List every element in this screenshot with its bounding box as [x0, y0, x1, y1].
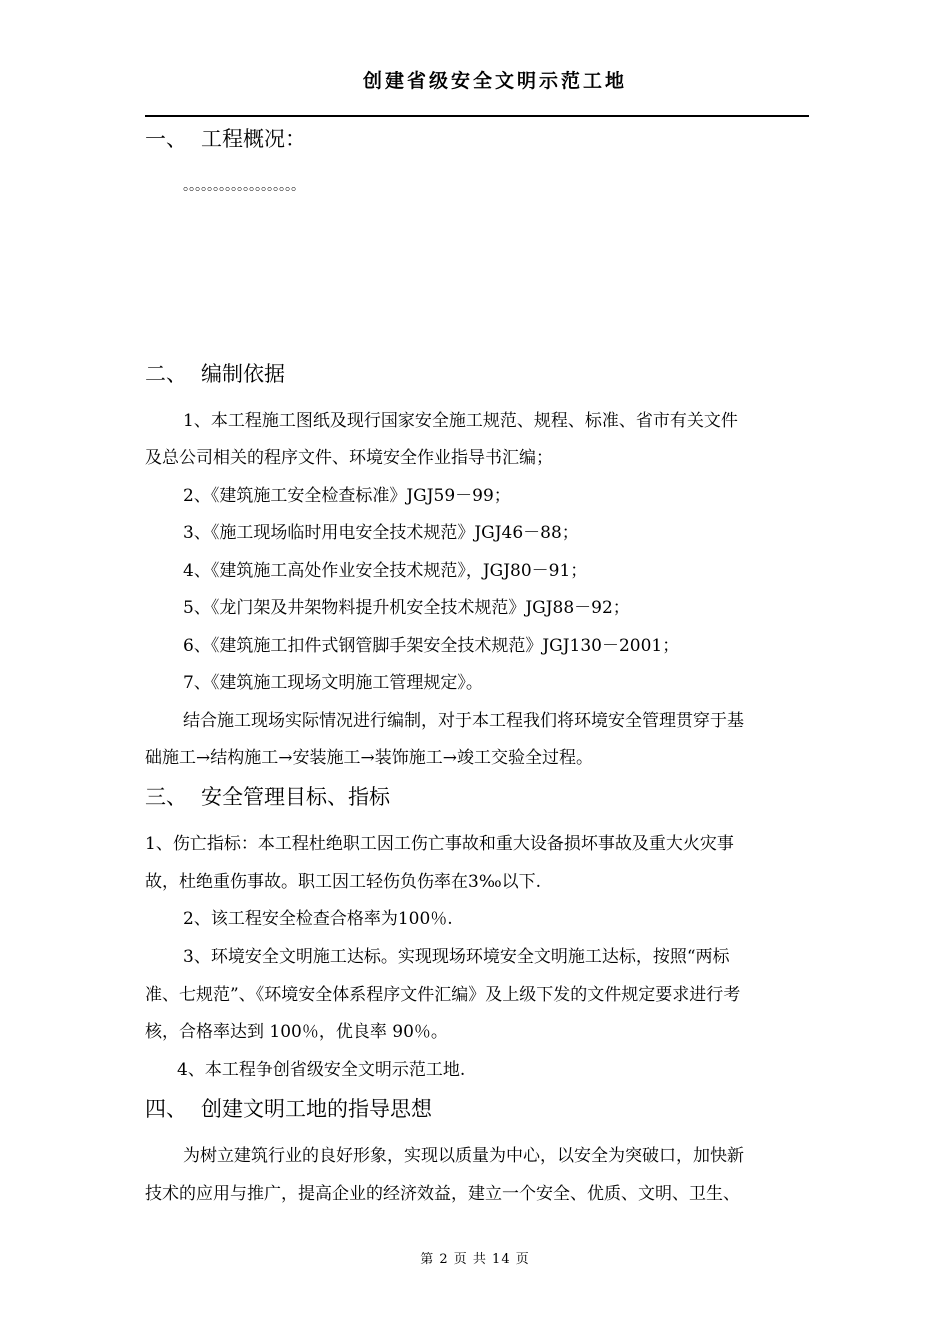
section-2-title: 编制依据 — [201, 362, 285, 386]
section-2-item-3: 3、《施工现场临时用电安全技术规范》JGJ46－88； — [183, 523, 579, 543]
section-4-number: 四、 — [145, 1097, 187, 1121]
section-2-item-5: 5、《龙门架及井架物料提升机安全技术规范》JGJ88－92； — [183, 598, 630, 618]
section-2-paragraph-8-line-2: 础施工→结构施工→安装施工→装饰施工→竣工交验全过程。 — [145, 748, 593, 768]
section-4-title: 创建文明工地的指导思想 — [201, 1097, 432, 1121]
section-3-paragraph-2: 2、该工程安全检查合格率为100％. — [183, 909, 453, 929]
section-3-paragraph-3-line-1: 3、环境安全文明施工达标。实现现场环境安全文明施工达标，按照“两标 — [183, 947, 730, 967]
section-2-heading — [145, 363, 285, 385]
section-2-paragraph-8-line-1: 结合施工现场实际情况进行编制，对于本工程我们将环境安全管理贯穿于基 — [183, 711, 744, 731]
section-3-paragraph-3-line-2: 准、七规范”、《环境安全体系程序文件汇编》及上级下发的文件规定要求进行考 — [145, 985, 741, 1005]
header-rule — [145, 115, 809, 117]
page-header-title: 创建省级安全文明示范工地 — [362, 70, 627, 92]
section-4-paragraph-1-line-1: 为树立建筑行业的良好形象，实现以质量为中心，以安全为突破口，加快新 — [183, 1146, 744, 1166]
section-2-paragraph-1-line-1: 1、本工程施工图纸及现行国家安全施工规范、规程、标准、省市有关文件 — [183, 411, 738, 431]
section-1-heading — [145, 128, 306, 150]
section-3-paragraph-1-line-1: 1、伤亡指标：本工程杜绝职工因工伤亡事故和重大设备损坏事故及重大火灾事 — [145, 834, 734, 854]
section-2-item-4: 4、《建筑施工高处作业安全技术规范》，JGJ80－91； — [183, 561, 588, 581]
section-3-paragraph-3-line-3: 核，合格率达到 100％，优良率 90％。 — [145, 1022, 448, 1042]
section-3-paragraph-4: 4、本工程争创省级安全文明示范工地. — [177, 1060, 466, 1080]
section-4-paragraph-1-line-2: 技术的应用与推广，提高企业的经济效益，建立一个安全、优质、文明、卫生、 — [145, 1184, 740, 1204]
page-footer: 第 2 页 共 14 页 — [420, 1252, 530, 1267]
section-1-number: 一、 — [145, 127, 187, 151]
section-3-heading — [145, 786, 390, 808]
section-2-number: 二、 — [145, 362, 187, 386]
section-1-title: 工程概况： — [201, 127, 306, 151]
section-2-item-2: 2、《建筑施工安全检查标准》JGJ59－99； — [183, 486, 511, 506]
section-3-title: 安全管理目标、指标 — [201, 785, 390, 809]
section-1-body: 。。。。。。。。。。。。。。。。。。。 — [183, 178, 304, 194]
section-3-number: 三、 — [145, 785, 187, 809]
section-3-paragraph-1-line-2: 故，杜绝重伤事故。职工因工轻伤负伤率在3‰以下. — [145, 872, 542, 892]
section-2-paragraph-1-line-2: 及总公司相关的程序文件、环境安全作业指导书汇编； — [145, 448, 553, 468]
section-2-item-7: 7、《建筑施工现场文明施工管理规定》。 — [183, 673, 483, 693]
section-2-item-6: 6、《建筑施工扣件式钢管脚手架安全技术规范》JGJ130－2001； — [183, 636, 680, 656]
section-4-heading — [145, 1098, 432, 1120]
